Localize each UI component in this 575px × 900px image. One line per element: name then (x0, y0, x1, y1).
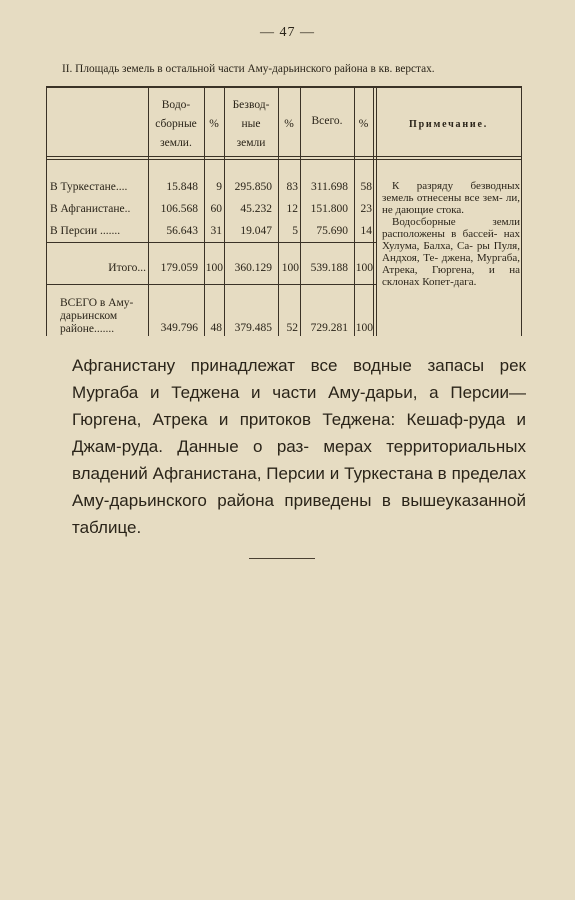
cell-water-pct: 9 (216, 181, 222, 193)
table-rule (46, 242, 376, 243)
grand-total-total: 729.281 (310, 322, 348, 334)
table-rule (46, 88, 47, 336)
page-number: — 47 — (260, 25, 315, 40)
data-table (46, 86, 522, 336)
header-note: Примечание. (408, 119, 488, 130)
header-dry-pct: % (284, 118, 294, 130)
cell-dry-pct: 83 (286, 181, 298, 193)
subtotal-total-pct: 100 (355, 262, 373, 274)
table-title: II. Площадь земель в остальной части Аму-дарьинского района в кв. верстах. (62, 63, 435, 75)
table-note (382, 180, 520, 288)
subtotal-dry-pct: 100 (281, 262, 299, 274)
cell-total-pct: 58 (360, 181, 372, 193)
cell-dry: 19.047 (240, 225, 272, 237)
cell-water-pct: 31 (210, 225, 222, 237)
cell-dry-pct: 12 (286, 203, 298, 215)
grand-total-total-pct: 100 (355, 322, 373, 334)
grand-total-label-line: дарьинском (60, 310, 118, 322)
cell-total: 151.800 (310, 203, 348, 215)
subtotal-dry: 360.129 (234, 262, 272, 274)
header-dry-line: земли (236, 137, 266, 149)
table-rule (46, 156, 522, 157)
note-paragraph: Водосборные земли расположены в бассей- нах Хулума, Балха, Са- ры Пуля, Андхоя, Те- джена, Мургаба, Атрека, Гюргена, и на склонах Копет-дага. (382, 216, 520, 288)
header-dry-line: ные (241, 118, 261, 130)
grand-total-label (60, 297, 148, 336)
table-rule (46, 159, 522, 160)
subtotal-water: 179.059 (160, 262, 198, 274)
paragraph-text: Афганистану принадлежат все водные запасы рек Мургаба и Теджена и части Аму-дарьи, а Персии—Гюргена, Атрека и притоков Теджена: Кешаф-руда и Джам-руда. Данные о раз- мерах территориальных владений Афганистана, Персии и Туркестана в пределах Аму-дарьинского района приведены в вышеуказанной таблице. (72, 356, 526, 537)
cell-dry: 295.850 (234, 181, 272, 193)
table-rule (46, 284, 376, 285)
cell-total-pct: 14 (360, 225, 372, 237)
cell-water: 15.848 (166, 181, 198, 193)
cell-total: 311.698 (311, 181, 348, 193)
cell-water-pct: 60 (210, 203, 222, 215)
cell-total: 75.690 (316, 225, 348, 237)
grand-total-dry: 379.485 (234, 322, 272, 334)
subtotal-label: Итого... (108, 262, 146, 274)
header-water-line: земли. (160, 137, 192, 149)
subtotal-total: 539.188 (310, 262, 348, 274)
grand-total-water: 349.796 (160, 322, 198, 334)
end-rule (249, 558, 315, 559)
cell-water: 56.643 (166, 225, 198, 237)
row-label: В Персии ....... (50, 225, 121, 237)
header-water-pct: % (209, 118, 219, 130)
header-dry-line: Безвод- (232, 99, 270, 111)
row-label: В Афганистане.. (50, 203, 131, 215)
table-rule (521, 88, 522, 336)
grand-total-label-line: ВСЕГО в Аму- (60, 297, 134, 309)
cell-water: 106.568 (160, 203, 198, 215)
subtotal-water-pct: 100 (205, 262, 223, 274)
grand-total-water-pct: 48 (210, 322, 222, 334)
header-total: Всего. (311, 115, 343, 127)
header-water (148, 96, 204, 153)
header-water-line: Водо- (161, 99, 191, 111)
cell-dry: 45.232 (240, 203, 272, 215)
grand-total-label-line: районе....... (60, 323, 115, 335)
header-total-pct: % (358, 118, 369, 130)
body-paragraph (72, 352, 526, 541)
cell-total-pct: 23 (360, 203, 372, 215)
header-water-line: сборные (155, 118, 197, 130)
grand-total-dry-pct: 52 (286, 322, 298, 334)
header-dry (224, 96, 278, 153)
cell-dry-pct: 5 (292, 225, 298, 237)
note-paragraph: К разряду безводных земель отнесены все зем- ли, не дающие стока. (382, 180, 520, 216)
row-label: В Туркестане.... (50, 181, 128, 193)
